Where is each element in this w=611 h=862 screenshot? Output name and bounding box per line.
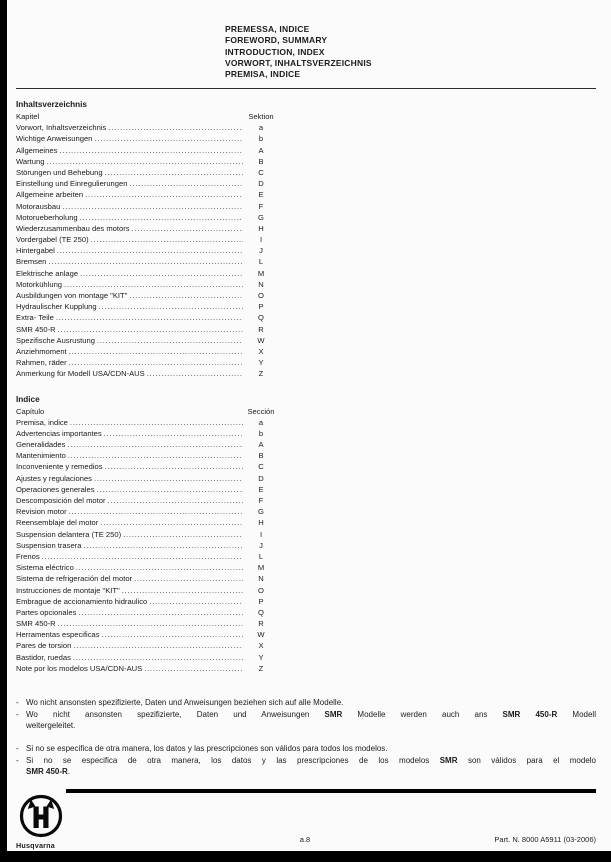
- toc-entry-section: R: [258, 324, 264, 334]
- toc-entry: [16, 178, 276, 189]
- toc-entry-label: Suspension trasera: [16, 540, 82, 550]
- toc-entry-label: Anziehmoment: [16, 346, 67, 356]
- toc-entry: [16, 301, 276, 312]
- toc-leader-dots: [105, 167, 243, 178]
- toc-entry-section: P: [258, 596, 264, 606]
- toc-leader-dots: [144, 663, 243, 674]
- toc-leader-dots: [100, 517, 243, 528]
- toc-entry-section: Y: [258, 652, 264, 662]
- note-segment: son válidos para el modelo: [457, 756, 597, 765]
- toc-entry-label: Bastidor, ruedas: [16, 652, 71, 662]
- note-line: [26, 698, 596, 709]
- toc-entry-section: P: [258, 302, 264, 312]
- title-line-italian: PREMESSA, INDICE: [225, 24, 310, 34]
- toc-entry-section: A: [258, 145, 264, 155]
- note-segment: Wo nicht ansonsten spezifizierte, Daten und Anweisungen: [26, 710, 325, 719]
- toc-entry: [16, 640, 276, 651]
- toc-leader-dots: [58, 618, 243, 629]
- toc-entry-label: Wiederzusammenbau des motors: [16, 223, 130, 233]
- note-text: [26, 698, 596, 709]
- toc-entry: [16, 145, 276, 156]
- toc-leader-dots: [69, 506, 243, 517]
- note-segment-bold: SMR 450-R: [26, 766, 68, 776]
- toc-entry-section: X: [258, 346, 264, 356]
- toc-entry-label: Ausbildungen von montage "KIT": [16, 291, 128, 300]
- toc-entry-label: Bremsen: [16, 257, 47, 267]
- toc-leader-dots: [94, 473, 243, 484]
- toc-entry-section: G: [258, 507, 264, 517]
- toc-german-list: [16, 122, 276, 379]
- toc-leader-dots: [85, 189, 243, 200]
- toc-entry-label: Embrague de accionamiento hidraulico: [16, 596, 148, 606]
- notes-german: [16, 698, 596, 731]
- toc-entry-section: C: [258, 167, 264, 177]
- toc-entry: [16, 346, 276, 357]
- toc-entry: [16, 290, 276, 301]
- toc-leader-dots: [48, 256, 243, 267]
- toc-entry-section: J: [259, 540, 263, 550]
- toc-entry-label: Vordergabel (TE 250): [16, 235, 89, 245]
- note-dash: -: [16, 710, 19, 719]
- toc-entry: [16, 133, 276, 144]
- toc-leader-dots: [59, 145, 243, 156]
- toc-entry: [16, 223, 276, 234]
- toc-entry-section: B: [258, 451, 264, 461]
- toc-entry: [16, 368, 276, 379]
- toc-entry: [16, 629, 276, 640]
- toc-entry-label: Motorueberholung: [16, 212, 78, 222]
- toc-entry: [16, 607, 276, 618]
- part-number: Part. N. 8000 A5911 (03-2006): [494, 835, 596, 844]
- note-segment: Modell: [557, 710, 596, 719]
- toc-entry-section: F: [258, 496, 264, 505]
- note-segment-bold: SMR 450-R: [502, 710, 558, 719]
- toc-entry-label: Wartung: [16, 156, 45, 166]
- toc-entry-section: N: [258, 279, 264, 289]
- toc-entry: [16, 212, 276, 223]
- toc-entry-section: W: [257, 335, 265, 345]
- toc-entry-label: Sistema eléctrico: [16, 563, 74, 573]
- note-item: [16, 756, 596, 777]
- toc-entry-section: C: [258, 462, 264, 472]
- toc-entry-section: M: [257, 563, 265, 573]
- note-line: [26, 756, 596, 767]
- toc-entry: [16, 663, 276, 674]
- notes-spanish: [16, 744, 596, 777]
- toc-entry-label: Spezifische Ausrustung: [16, 335, 95, 345]
- toc-entry: [16, 357, 276, 368]
- toc-leader-dots: [97, 484, 243, 495]
- toc-entry: [16, 335, 276, 346]
- toc-entry: [16, 245, 276, 256]
- toc-leader-dots: [73, 640, 243, 651]
- toc-entry-section: X: [258, 641, 264, 651]
- note-dash: -: [16, 756, 19, 765]
- toc-entry-section: a: [258, 417, 264, 427]
- toc-column-chapter: Kapitel: [16, 112, 40, 121]
- toc-entry-label: Sistema de refrigeración del motor: [16, 574, 133, 584]
- note-line: [26, 744, 596, 755]
- toc-entry-section: F: [258, 201, 264, 211]
- toc-entry: [16, 279, 276, 290]
- toc-entry-label: Revision motor: [16, 507, 67, 517]
- toc-german-title: Inhaltsverzeichnis: [16, 100, 87, 109]
- toc-entry-label: Advertencias importantes: [16, 428, 102, 438]
- toc-entry-label: SMR 450-R: [16, 619, 56, 629]
- toc-entry-label: Wichtige Anweisungen: [16, 134, 93, 144]
- toc-entry-label: Ajustes y regulaciones: [16, 473, 92, 483]
- toc-leader-dots: [99, 301, 243, 312]
- toc-entry-section: O: [258, 291, 264, 300]
- toc-entry-section: I: [259, 235, 263, 245]
- toc-entry-label: Herramentas especificas: [16, 630, 100, 640]
- title-line-english-2: INTRODUCTION, INDEX: [225, 46, 325, 57]
- toc-entry-label: Pares de torsion: [16, 641, 72, 651]
- toc-entry: [16, 473, 276, 484]
- toc-entry-label: Elektrische anlage: [16, 268, 79, 278]
- toc-leader-dots: [149, 596, 243, 607]
- toc-entry: [16, 461, 276, 472]
- toc-entry: [16, 234, 276, 245]
- toc-entry-section: E: [258, 484, 264, 494]
- note-segment: Modelle werden auch ans: [342, 710, 503, 719]
- toc-entry: [16, 167, 276, 178]
- toc-entry-label: Mantenimiento: [16, 451, 66, 461]
- toc-column-section: Sektion: [248, 112, 274, 121]
- model-notes: [16, 698, 596, 777]
- toc-leader-dots: [123, 529, 243, 540]
- toc-entry: [16, 495, 276, 506]
- toc-entry: [16, 156, 276, 167]
- note-segment: Si no se especifica de otra manera, los datos y las prescripciones de los modelos: [26, 756, 440, 765]
- toc-entry-label: Hydraulischer Kupplung: [16, 302, 97, 312]
- husqvarna-logo-icon: [18, 793, 64, 839]
- toc-leader-dots: [64, 279, 243, 290]
- toc-leader-dots: [104, 428, 243, 439]
- page-content: [16, 99, 596, 777]
- toc-german: [16, 111, 276, 380]
- toc-entry-section: H: [258, 223, 264, 233]
- toc-entry-label: Extra- Teile: [16, 313, 54, 323]
- toc-entry-label: Suspension delantera (TE 250): [16, 529, 122, 539]
- toc-entry-label: Störungen und Behebung: [16, 167, 103, 177]
- toc-entry-label: Partes opcionales: [16, 607, 77, 617]
- toc-entry-label: Einstellung und Einregulierungen: [16, 179, 128, 189]
- note-item: [16, 698, 596, 709]
- toc-entry-label: Generalidades: [16, 440, 66, 450]
- toc-entry-section: E: [258, 190, 264, 200]
- note-line: [26, 721, 596, 732]
- toc-column-section: Sección: [247, 406, 275, 416]
- note-text: [26, 710, 596, 731]
- toc-leader-dots: [132, 223, 243, 234]
- toc-spanish-title: Indice: [16, 394, 40, 404]
- toc-entry-section: J: [259, 246, 263, 256]
- toc-entry: [16, 256, 276, 267]
- toc-leader-dots: [78, 607, 243, 618]
- toc-entry-label: Rahmen, räder: [16, 358, 67, 368]
- title-line-spanish: PREMISA, INDICE: [225, 69, 301, 80]
- toc-entry: [16, 428, 276, 439]
- toc-leader-dots: [57, 245, 243, 256]
- note-dash: -: [16, 698, 19, 707]
- toc-leader-dots: [134, 573, 243, 584]
- toc-leader-dots: [73, 652, 243, 663]
- toc-entry-label: Operaciones generales: [16, 484, 95, 494]
- note-text: [26, 744, 596, 755]
- toc-entry: [16, 189, 276, 200]
- toc-leader-dots: [58, 324, 243, 335]
- toc-entry: [16, 484, 276, 495]
- note-segment: Wo nicht ansonsten spezifizierte, Daten und Anweisungen beziehen sich auf alle Modelle.: [26, 698, 344, 707]
- toc-leader-dots: [62, 201, 243, 212]
- toc-entry-section: G: [258, 212, 264, 222]
- toc-entry-section: B: [258, 156, 264, 166]
- toc-leader-dots: [76, 562, 243, 573]
- toc-leader-dots: [94, 133, 243, 144]
- toc-leader-dots: [69, 357, 243, 368]
- toc-column-chapter: Capítulo: [16, 406, 45, 416]
- toc-entry-section: N: [258, 574, 264, 584]
- toc-entry: [16, 517, 276, 528]
- toc-leader-dots: [91, 234, 243, 245]
- toc-entry-label: Allgemeine arbeiten: [16, 190, 84, 200]
- toc-entry-label: Anmerkung für Modell USA/CDN-AUS: [16, 369, 145, 379]
- toc-entry-section: b: [258, 134, 264, 144]
- toc-leader-dots: [102, 629, 243, 640]
- toc-spanish-column-header: [16, 406, 276, 417]
- toc-leader-dots: [147, 368, 243, 379]
- note-line: [26, 710, 596, 721]
- toc-entry: [16, 618, 276, 629]
- toc-entry: [16, 268, 276, 279]
- toc-entry-section: Q: [258, 607, 264, 617]
- toc-leader-dots: [69, 346, 243, 357]
- toc-entry-label: Instrucciones de montaje "KIT": [16, 585, 120, 595]
- toc-entry: [16, 596, 276, 607]
- toc-entry-section: R: [258, 619, 264, 629]
- note-segment: .: [67, 766, 71, 776]
- toc-entry-section: L: [258, 551, 264, 561]
- toc-entry-section: b: [258, 428, 264, 438]
- toc-entry-section: D: [258, 473, 264, 483]
- title-line-english-1: FOREWORD, SUMMARY: [225, 35, 328, 46]
- toc-leader-dots: [70, 417, 243, 428]
- toc-spanish-list: [16, 417, 276, 674]
- page-number: a.8: [299, 835, 311, 844]
- toc-entry-label: Premisa, indice: [16, 417, 68, 427]
- toc-leader-dots: [105, 461, 243, 472]
- toc-entry-section: I: [259, 529, 263, 539]
- note-segment: weitergeleitet.: [26, 720, 76, 730]
- toc-leader-dots: [122, 585, 243, 596]
- note-item: [16, 744, 596, 755]
- toc-entry-label: Reensemblaje del motor: [16, 518, 99, 528]
- note-text: [26, 756, 596, 777]
- toc-entry: [16, 201, 276, 212]
- toc-entry-label: Note por los modelos USA/CDN-AUS: [16, 663, 143, 673]
- toc-entry-label: SMR 450-R: [16, 324, 56, 334]
- toc-entry: [16, 312, 276, 323]
- toc-entry-label: Descomposición del motor: [16, 496, 106, 505]
- note-segment-bold: SMR: [324, 710, 343, 719]
- toc-entry: [16, 551, 276, 562]
- toc-entry: [16, 573, 276, 584]
- page-title-block: [225, 24, 372, 80]
- page-edge-bottom: [0, 851, 611, 862]
- toc-entry-section: A: [258, 440, 264, 450]
- toc-entry-label: Motorausbau: [16, 201, 61, 211]
- note-segment-bold: SMR: [439, 756, 458, 765]
- note-segment: Si no se especifica de otra manera, los datos y las prescripciones son válidos para todos los modelos.: [26, 744, 388, 753]
- toc-entry: [16, 652, 276, 663]
- toc-entry-section: H: [258, 518, 264, 528]
- toc-leader-dots: [107, 495, 243, 506]
- toc-entry-label: Vorwort, Inhaltsverzeichnis: [16, 123, 107, 133]
- toc-leader-dots: [129, 290, 243, 301]
- toc-entry: [16, 585, 276, 596]
- toc-entry: [16, 540, 276, 551]
- toc-entry: [16, 122, 276, 133]
- toc-entry-label: Inconveniente y remedios: [16, 462, 103, 472]
- toc-leader-dots: [83, 540, 243, 551]
- toc-entry-section: Q: [258, 313, 264, 323]
- toc-entry: [16, 562, 276, 573]
- toc-leader-dots: [80, 268, 243, 279]
- toc-entry: [16, 506, 276, 517]
- toc-entry-section: D: [258, 179, 264, 189]
- toc-leader-dots: [68, 450, 243, 461]
- toc-leader-dots: [108, 122, 243, 133]
- toc-entry: [16, 324, 276, 335]
- header-divider: [16, 88, 596, 89]
- title-line-german: VORWORT, INHALTSVERZEICHNIS: [225, 57, 372, 68]
- brand-wordmark: Husqvarna: [16, 841, 55, 850]
- toc-leader-dots: [129, 178, 243, 189]
- toc-entry: [16, 529, 276, 540]
- toc-leader-dots: [42, 551, 243, 562]
- toc-entry-section: Z: [258, 369, 264, 379]
- page-edge-left: [0, 0, 7, 862]
- toc-entry: [16, 450, 276, 461]
- footer-divider: [66, 789, 596, 793]
- toc-german-column-header: [16, 111, 276, 122]
- note-line: [26, 767, 596, 778]
- toc-leader-dots: [67, 439, 243, 450]
- toc-leader-dots: [97, 335, 243, 346]
- toc-entry-label: Hintergabel: [16, 246, 55, 256]
- toc-entry-label: Frenos: [16, 551, 40, 561]
- note-item: [16, 710, 596, 731]
- toc-entry-section: a: [258, 123, 264, 133]
- toc-entry-label: Allgemeines: [16, 145, 58, 155]
- toc-entry: [16, 417, 276, 428]
- note-dash: -: [16, 744, 19, 753]
- toc-entry-section: Z: [258, 663, 264, 673]
- toc-leader-dots: [80, 212, 243, 223]
- toc-entry-section: Y: [258, 358, 264, 368]
- toc-leader-dots: [56, 312, 243, 323]
- toc-leader-dots: [46, 156, 243, 167]
- toc-entry-section: W: [257, 630, 265, 640]
- toc-spanish: [16, 406, 276, 675]
- toc-entry-section: L: [258, 257, 264, 267]
- toc-entry-section: M: [257, 268, 265, 278]
- toc-entry: [16, 439, 276, 450]
- toc-entry-label: Motorkühlung: [16, 279, 63, 289]
- toc-entry-section: O: [258, 585, 264, 595]
